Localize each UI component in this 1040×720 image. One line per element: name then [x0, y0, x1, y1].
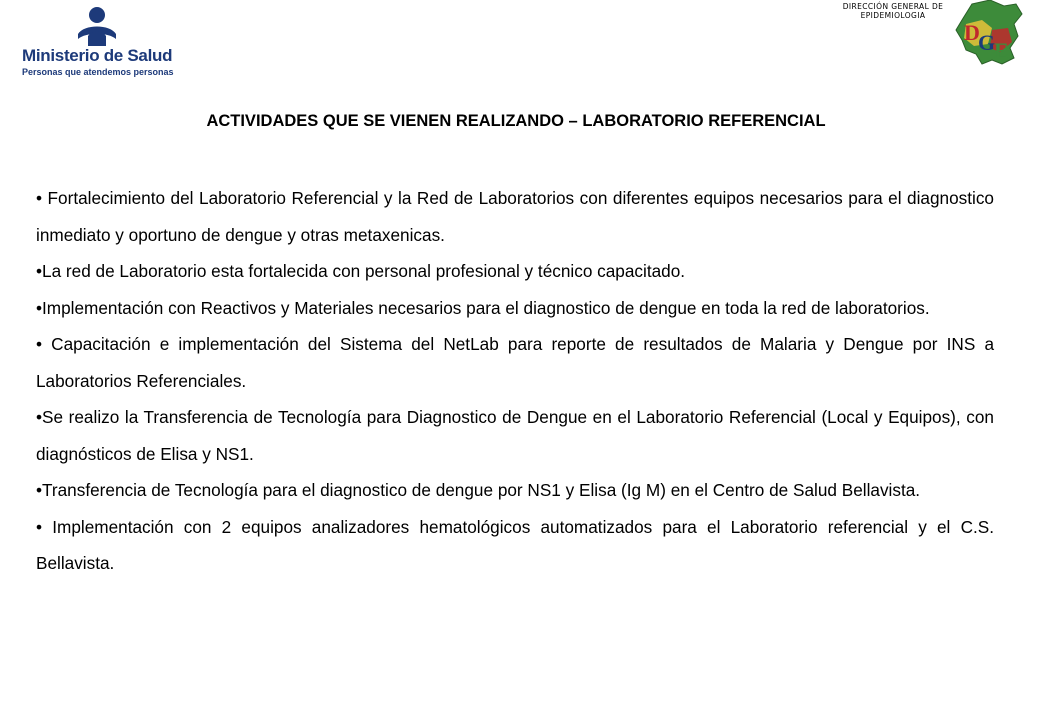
page-title: ACTIVIDADES QUE SE VIENEN REALIZANDO – LABORATORIO REFERENCIAL — [206, 112, 826, 130]
list-item-text: Fortalecimiento del Laboratorio Referencial y la Red de Laboratorios con diferentes equipos necesarios para el diagnostico inmediato y oportuno de dengue y otras metaxenicas. — [36, 188, 994, 245]
dge-line-1: DIRECCIÓN GENERAL DE — [842, 2, 944, 11]
bullet-icon: • — [36, 297, 43, 318]
list-item — [36, 472, 994, 509]
peru-map-icon — [952, 0, 1024, 66]
list-item-text: Implementación con Reactivos y Materiales necesarios para el diagnostico de dengue en toda la red de laboratorios. — [42, 297, 930, 318]
dge-letter-d: D — [964, 20, 980, 45]
list-item-text: Implementación con 2 equipos analizadores hematológicos automatizados para el Laboratorio referencial y el C.S. Bellavista. — [36, 516, 994, 573]
list-item — [36, 509, 994, 582]
bullet-icon: • — [36, 480, 43, 500]
bullet-icon: • — [36, 516, 43, 537]
dge-letter-e: E — [994, 38, 1009, 63]
activities-list — [36, 180, 994, 582]
logo-title: Ministerio de Salud — [22, 46, 173, 65]
bullet-icon: • — [36, 407, 43, 427]
list-item — [36, 253, 994, 290]
logo-subtitle: Personas que atendemos personas — [22, 67, 174, 77]
list-item-text: Capacitación e implementación del Sistema del NetLab para reporte de resultados de Malaria y Dengue por INS a Laboratorios Referenciales. — [36, 334, 994, 391]
list-item-text: Se realizo la Transferencia de Tecnología para Diagnostico de Dengue en el Laboratorio Referencial (Local y Equipos), con diagnósticos de Elisa y NS1. — [36, 407, 994, 464]
dge-heading — [830, 2, 956, 20]
list-item — [36, 399, 994, 472]
ministerio-de-salud-logo — [22, 6, 174, 77]
bullet-icon: • — [36, 334, 43, 354]
dge-line-2: EPIDEMIOLOGIA — [860, 11, 926, 20]
dge-logo — [952, 0, 1024, 66]
person-figure-icon — [74, 6, 120, 46]
list-item-text: Transferencia de Tecnología para el diagnostico de dengue por NS1 y Elisa (Ig M) en el Centro de Salud Bellavista. — [42, 480, 921, 500]
list-item-text: La red de Laboratorio esta fortalecida con personal profesional y técnico capacitado. — [42, 261, 686, 281]
list-item — [36, 290, 994, 327]
list-item — [36, 326, 994, 399]
dge-letter-g: G — [978, 30, 996, 55]
bullet-icon: • — [36, 188, 43, 208]
bullet-icon: • — [36, 261, 43, 281]
list-item — [36, 180, 994, 253]
